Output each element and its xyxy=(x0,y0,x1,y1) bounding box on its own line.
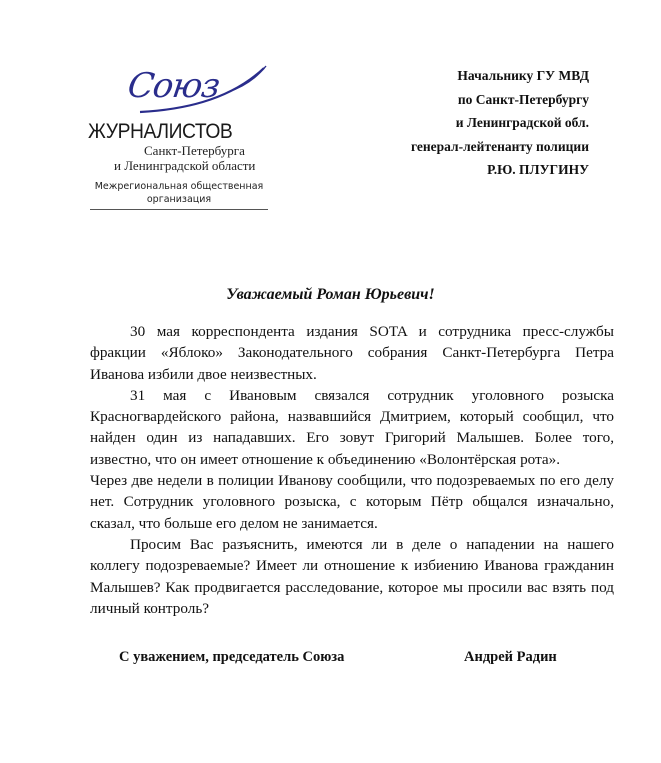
signature-name: Андрей Радин xyxy=(464,649,557,665)
addressee-line2: по Санкт-Петербургу xyxy=(457,91,589,107)
letter-body xyxy=(90,321,614,619)
addressee-line1: Начальнику ГУ МВД xyxy=(457,68,589,83)
paragraph-3: Через две недели в полиции Иванову сообщили, что подозреваемых по его делу нет. Сотрудник уголовного розыска, с которым Пётр общался изначально, сказал, что больше его делом не занимается. xyxy=(90,472,614,532)
addressee-line5: Р.Ю. ПЛУГИНУ xyxy=(487,162,589,177)
paragraph-1: 30 мая корреспондента издания SOTA и сотрудника пресс-службы фракции «Яблоко» Законодательного собрания Санкт-Петербурга Петра Иванова избили двое неизвестных. xyxy=(90,323,614,383)
paragraph-2: 31 мая с Ивановым связался сотрудник уголовного розыска Красногвардейского района, назвавшийся Дмитрием, который сообщил, что найден один из нападавших. Его зовут Григорий Малышев. Более того, известно, что он имеет отношение к объединению «Волонтёрская рота». xyxy=(90,386,614,468)
addressee-line3: и Ленинградской обл. xyxy=(455,115,589,130)
organization-line2: организация xyxy=(146,194,212,205)
organization-type xyxy=(90,180,268,210)
logo-sub-line1: Санкт-Петербурга xyxy=(144,143,245,158)
organization-line1: Межрегиональная общественная xyxy=(94,181,264,192)
logo-main-text: ЖУРНАЛИСТОВ xyxy=(88,120,233,143)
signature-title: С уважением, председатель Союза xyxy=(119,649,345,665)
logo-script-text: Союз xyxy=(125,66,222,106)
greeting: Уважаемый Роман Юрьевич! xyxy=(226,286,435,303)
paragraph-4: Просим Вас разъяснить, имеются ли в деле о нападении на нашего коллегу подозреваемые? Имеет ли отношение к избиению Иванова гражданин Малышев? Как продвигается расследование, которое мы просили вас взять под личный контроль? xyxy=(90,535,614,617)
addressee-line4: генерал-лейтенанту полиции xyxy=(410,138,589,154)
logo-sub-line2: и Ленинградской области xyxy=(114,158,256,173)
addressee-block xyxy=(411,64,589,182)
